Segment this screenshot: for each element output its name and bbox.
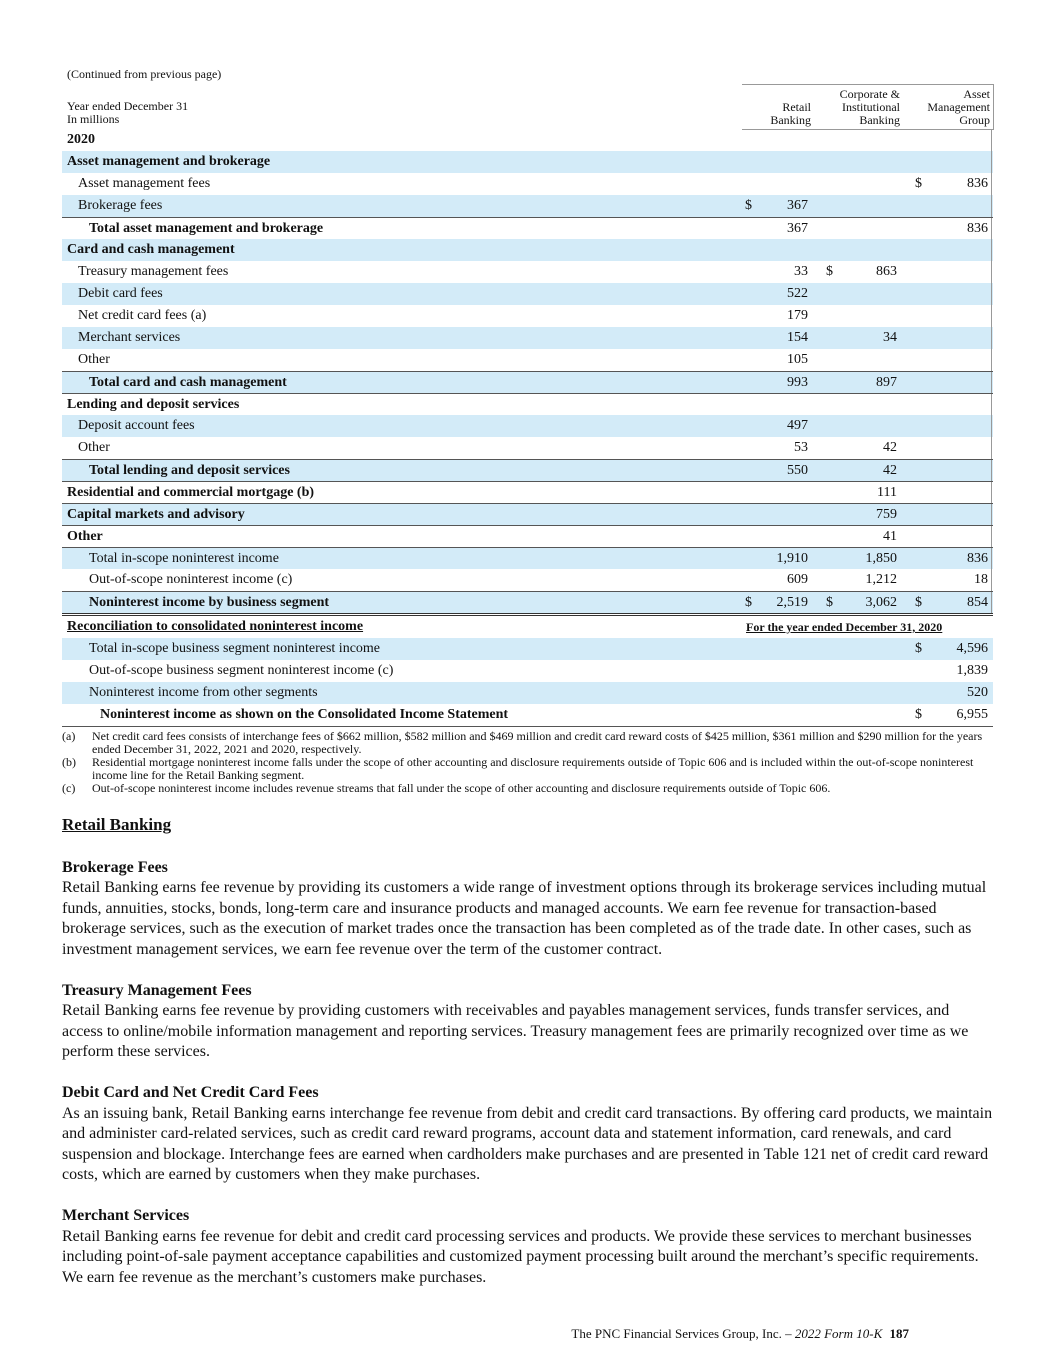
column-rule <box>991 437 992 459</box>
table-row <box>62 459 993 481</box>
column-rule <box>991 218 992 239</box>
cell-value: 105 <box>787 352 808 367</box>
subsection-heading: Debit Card and Net Credit Card Fees <box>62 1083 319 1101</box>
cell-value: 33 <box>794 264 808 279</box>
row-label: Noninterest income from other segments <box>89 685 318 700</box>
narrative-section <box>62 981 993 1063</box>
cell-value: 520 <box>967 685 988 700</box>
row-label: Reconciliation to consolidated noninterest income <box>67 619 364 634</box>
cell-value: 836 <box>967 176 988 191</box>
cell-value: 154 <box>787 330 808 345</box>
table-header <box>62 84 993 128</box>
column-rule <box>991 151 992 173</box>
cell-value: 42 <box>883 463 897 478</box>
row-label: Total in-scope business segment noninterest income <box>89 641 381 656</box>
row-label: Total asset management and brokerage <box>89 221 324 236</box>
row-label: Card and cash management <box>67 242 235 257</box>
column-rule <box>991 394 992 415</box>
cell-value: 1,850 <box>865 551 897 566</box>
table-row <box>62 525 993 547</box>
narrative-section <box>62 1206 993 1288</box>
cell-value: 993 <box>787 375 808 390</box>
column-rule <box>991 372 992 393</box>
table-row <box>62 217 993 239</box>
subsection-heading: Brokerage Fees <box>62 858 168 876</box>
row-label: Total lending and deposit services <box>89 463 290 478</box>
column-rule <box>991 548 992 569</box>
footnote-key: (a) <box>62 729 76 743</box>
cell-value: 609 <box>787 572 808 587</box>
cell-value: 34 <box>883 330 897 345</box>
cell-value: 897 <box>876 375 897 390</box>
column-rule <box>991 460 992 481</box>
row-label: Out-of-scope business segment noninterest income (c) <box>89 663 394 678</box>
reconciliation-period-label: For the year ended December 31, 2020 <box>746 620 943 634</box>
footnote <box>62 756 993 782</box>
cell-value: 367 <box>787 198 808 213</box>
table-row <box>62 305 993 327</box>
row-label: Out-of-scope noninterest income (c) <box>89 572 293 587</box>
column-rule <box>991 349 992 371</box>
cell-value: 42 <box>883 440 897 455</box>
row-label: Asset management fees <box>78 176 211 191</box>
row-label: Debit card fees <box>78 286 163 301</box>
column-rule <box>991 482 992 503</box>
column-rule <box>991 173 992 195</box>
footnote-text: Residential mortgage noninterest income falls under the scope of other accounting and disclosure requirements outside of Topic 606 and is included within the out-of-scope noninterest income line for the Retail Banking segment. <box>92 755 974 782</box>
column-rule <box>991 415 992 437</box>
table-row <box>62 173 993 195</box>
cell-value: 1,839 <box>956 663 988 678</box>
dollar-sign: $ <box>915 595 922 610</box>
cell-value: 1,910 <box>776 551 808 566</box>
cell-value: 111 <box>877 485 897 500</box>
cell-value: 836 <box>967 551 988 566</box>
column-rule <box>991 239 992 261</box>
row-label: Net credit card fees (a) <box>78 308 207 323</box>
year-label: Year ended December 31 In millions <box>67 99 189 126</box>
column-rule <box>991 261 992 283</box>
dollar-sign: $ <box>826 595 833 610</box>
continued-note: (Continued from previous page) <box>67 67 222 81</box>
table-row <box>62 371 993 393</box>
cell-value: 854 <box>967 595 988 610</box>
cell-value: 497 <box>787 418 808 433</box>
cell-value: 1,212 <box>865 572 897 587</box>
subsection-body: As an issuing bank, Retail Banking earns interchange fee revenue from debit and credit card transactions. By offering card products, we maintain and administer card-related services, such as credit card reward programs, account data and statement information, card renewals, and card suspension and blockage. Interchange fees are earned when cardholders make purchases and are presented in Table 121 net of credit card reward costs, which are earned by customers when they make purchases. <box>62 1104 993 1184</box>
table-row <box>62 503 993 525</box>
dollar-sign: $ <box>915 707 922 722</box>
table-row <box>62 613 993 638</box>
subsection-heading: Treasury Management Fees <box>62 981 252 999</box>
fee-table <box>62 129 993 727</box>
cell-value: 522 <box>787 286 808 301</box>
table-row <box>62 704 993 727</box>
subsection-heading: Merchant Services <box>62 1206 190 1224</box>
row-label: Total in-scope noninterest income <box>89 551 279 566</box>
cell-value: 41 <box>883 529 897 544</box>
footer-company: The PNC Financial Services Group, Inc. – <box>571 1326 792 1341</box>
table-row <box>62 129 993 151</box>
page-number: 187 <box>889 1326 909 1341</box>
footnote-text: Net credit card fees consists of interchange fees of $662 million, $582 million and $469 million and credit card reward costs of $425 million, $361 million and $290 million for the years ended December 31, 2022, 2021 and 2020, respectively. <box>92 729 983 756</box>
dollar-sign: $ <box>745 595 752 610</box>
footnote-key: (c) <box>62 781 76 795</box>
table-row <box>62 660 993 682</box>
row-label: Asset management and brokerage <box>67 154 271 169</box>
col-header-cib: Corporate & Institutional Banking <box>839 87 900 127</box>
row-label: Deposit account fees <box>78 418 195 433</box>
row-label: Other <box>78 440 110 455</box>
table-row <box>62 547 993 569</box>
col-header-asset-management: Asset Management Group <box>927 87 990 127</box>
table-row <box>62 481 993 503</box>
dollar-sign: $ <box>826 264 833 279</box>
column-rule <box>991 526 992 547</box>
dollar-sign: $ <box>915 641 922 656</box>
subsection-body: Retail Banking earns fee revenue by providing customers with receivables and payables management services, funds transfer services, and access to online/mobile information management and reporting services. Treasury management fees are primarily recognized over time as we perform these services. <box>62 1002 969 1061</box>
row-label: Treasury management fees <box>78 264 229 279</box>
subsection-body: Retail Banking earns fee revenue for debit and credit card processing services and products. We provide these services to merchant businesses including point-of-sale payment acceptance capabilities and customized payment processing built around the merchant’s specific requirements. We earn fee revenue as the merchant’s customers make purchases. <box>62 1227 979 1286</box>
table-row <box>62 638 993 660</box>
cell-value: 550 <box>787 463 808 478</box>
dollar-sign: $ <box>745 198 752 213</box>
footnote-key: (b) <box>62 755 76 769</box>
row-label: Other <box>78 352 110 367</box>
cell-value: 18 <box>974 572 988 587</box>
dollar-sign: $ <box>915 176 922 191</box>
column-rule <box>991 504 992 525</box>
cell-value: 3,062 <box>865 595 897 610</box>
column-rule <box>991 592 992 613</box>
column-rule <box>991 129 992 151</box>
table-row <box>62 151 993 173</box>
section-title: Retail Banking <box>62 815 172 834</box>
column-rule <box>991 569 992 591</box>
row-label: Brokerage fees <box>78 198 163 213</box>
column-rule <box>991 195 992 217</box>
cell-value: 6,955 <box>956 707 988 722</box>
table-row <box>62 591 993 613</box>
column-rule <box>991 305 992 327</box>
narrative-section <box>62 858 993 961</box>
col-header-retail-banking: Retail Banking <box>770 100 811 127</box>
table-row <box>62 327 993 349</box>
cell-value: 367 <box>787 221 808 236</box>
table-row <box>62 393 993 415</box>
column-headers <box>742 84 994 130</box>
row-label: Merchant services <box>78 330 181 345</box>
row-label: Total card and cash management <box>89 375 287 390</box>
table-footnotes <box>62 730 993 795</box>
narrative <box>62 815 993 1308</box>
table-row <box>62 349 993 371</box>
row-label: Residential and commercial mortgage (b) <box>67 485 315 500</box>
column-rule <box>991 283 992 305</box>
table-row <box>62 261 993 283</box>
subsection-body: Retail Banking earns fee revenue by providing its customers a wide range of investment options through its brokerage services including mutual funds, annuities, stocks, bonds, long-term care and insurance products and managed accounts. We earn fee revenue for transaction-based brokerage services, such as the execution of market trades once the transaction has been completed as of the trade date. In other cases, such as investment management services, we earn fee revenue over the term of the customer contract. <box>62 879 987 958</box>
cell-value: 836 <box>967 221 988 236</box>
page-footer <box>571 1326 909 1342</box>
cell-value: 863 <box>876 264 897 279</box>
row-label: 2020 <box>67 132 95 147</box>
row-label: Noninterest income as shown on the Consolidated Income Statement <box>100 707 509 722</box>
table-row <box>62 682 993 704</box>
footnote <box>62 730 993 756</box>
cell-value: 759 <box>876 507 897 522</box>
cell-value: 4,596 <box>956 641 988 656</box>
table-row <box>62 569 993 591</box>
table-row <box>62 437 993 459</box>
cell-value: 179 <box>787 308 808 323</box>
row-label: Lending and deposit services <box>67 397 240 412</box>
row-label: Capital markets and advisory <box>67 507 245 522</box>
cell-value: 2,519 <box>776 595 808 610</box>
footer-form: 2022 Form 10-K <box>794 1326 883 1341</box>
table-row <box>62 239 993 261</box>
row-label: Other <box>67 529 103 544</box>
narrative-section <box>62 1083 993 1186</box>
row-label: Noninterest income by business segment <box>89 595 330 610</box>
cell-value: 53 <box>794 440 808 455</box>
column-rule <box>991 327 992 349</box>
table-row <box>62 415 993 437</box>
footnote-text: Out-of-scope noninterest income includes revenue streams that fall under the scope of other accounting and disclosure requirements outside of Topic 606. <box>92 781 831 795</box>
table-row <box>62 283 993 305</box>
table-row <box>62 195 993 217</box>
footnote <box>62 782 993 795</box>
